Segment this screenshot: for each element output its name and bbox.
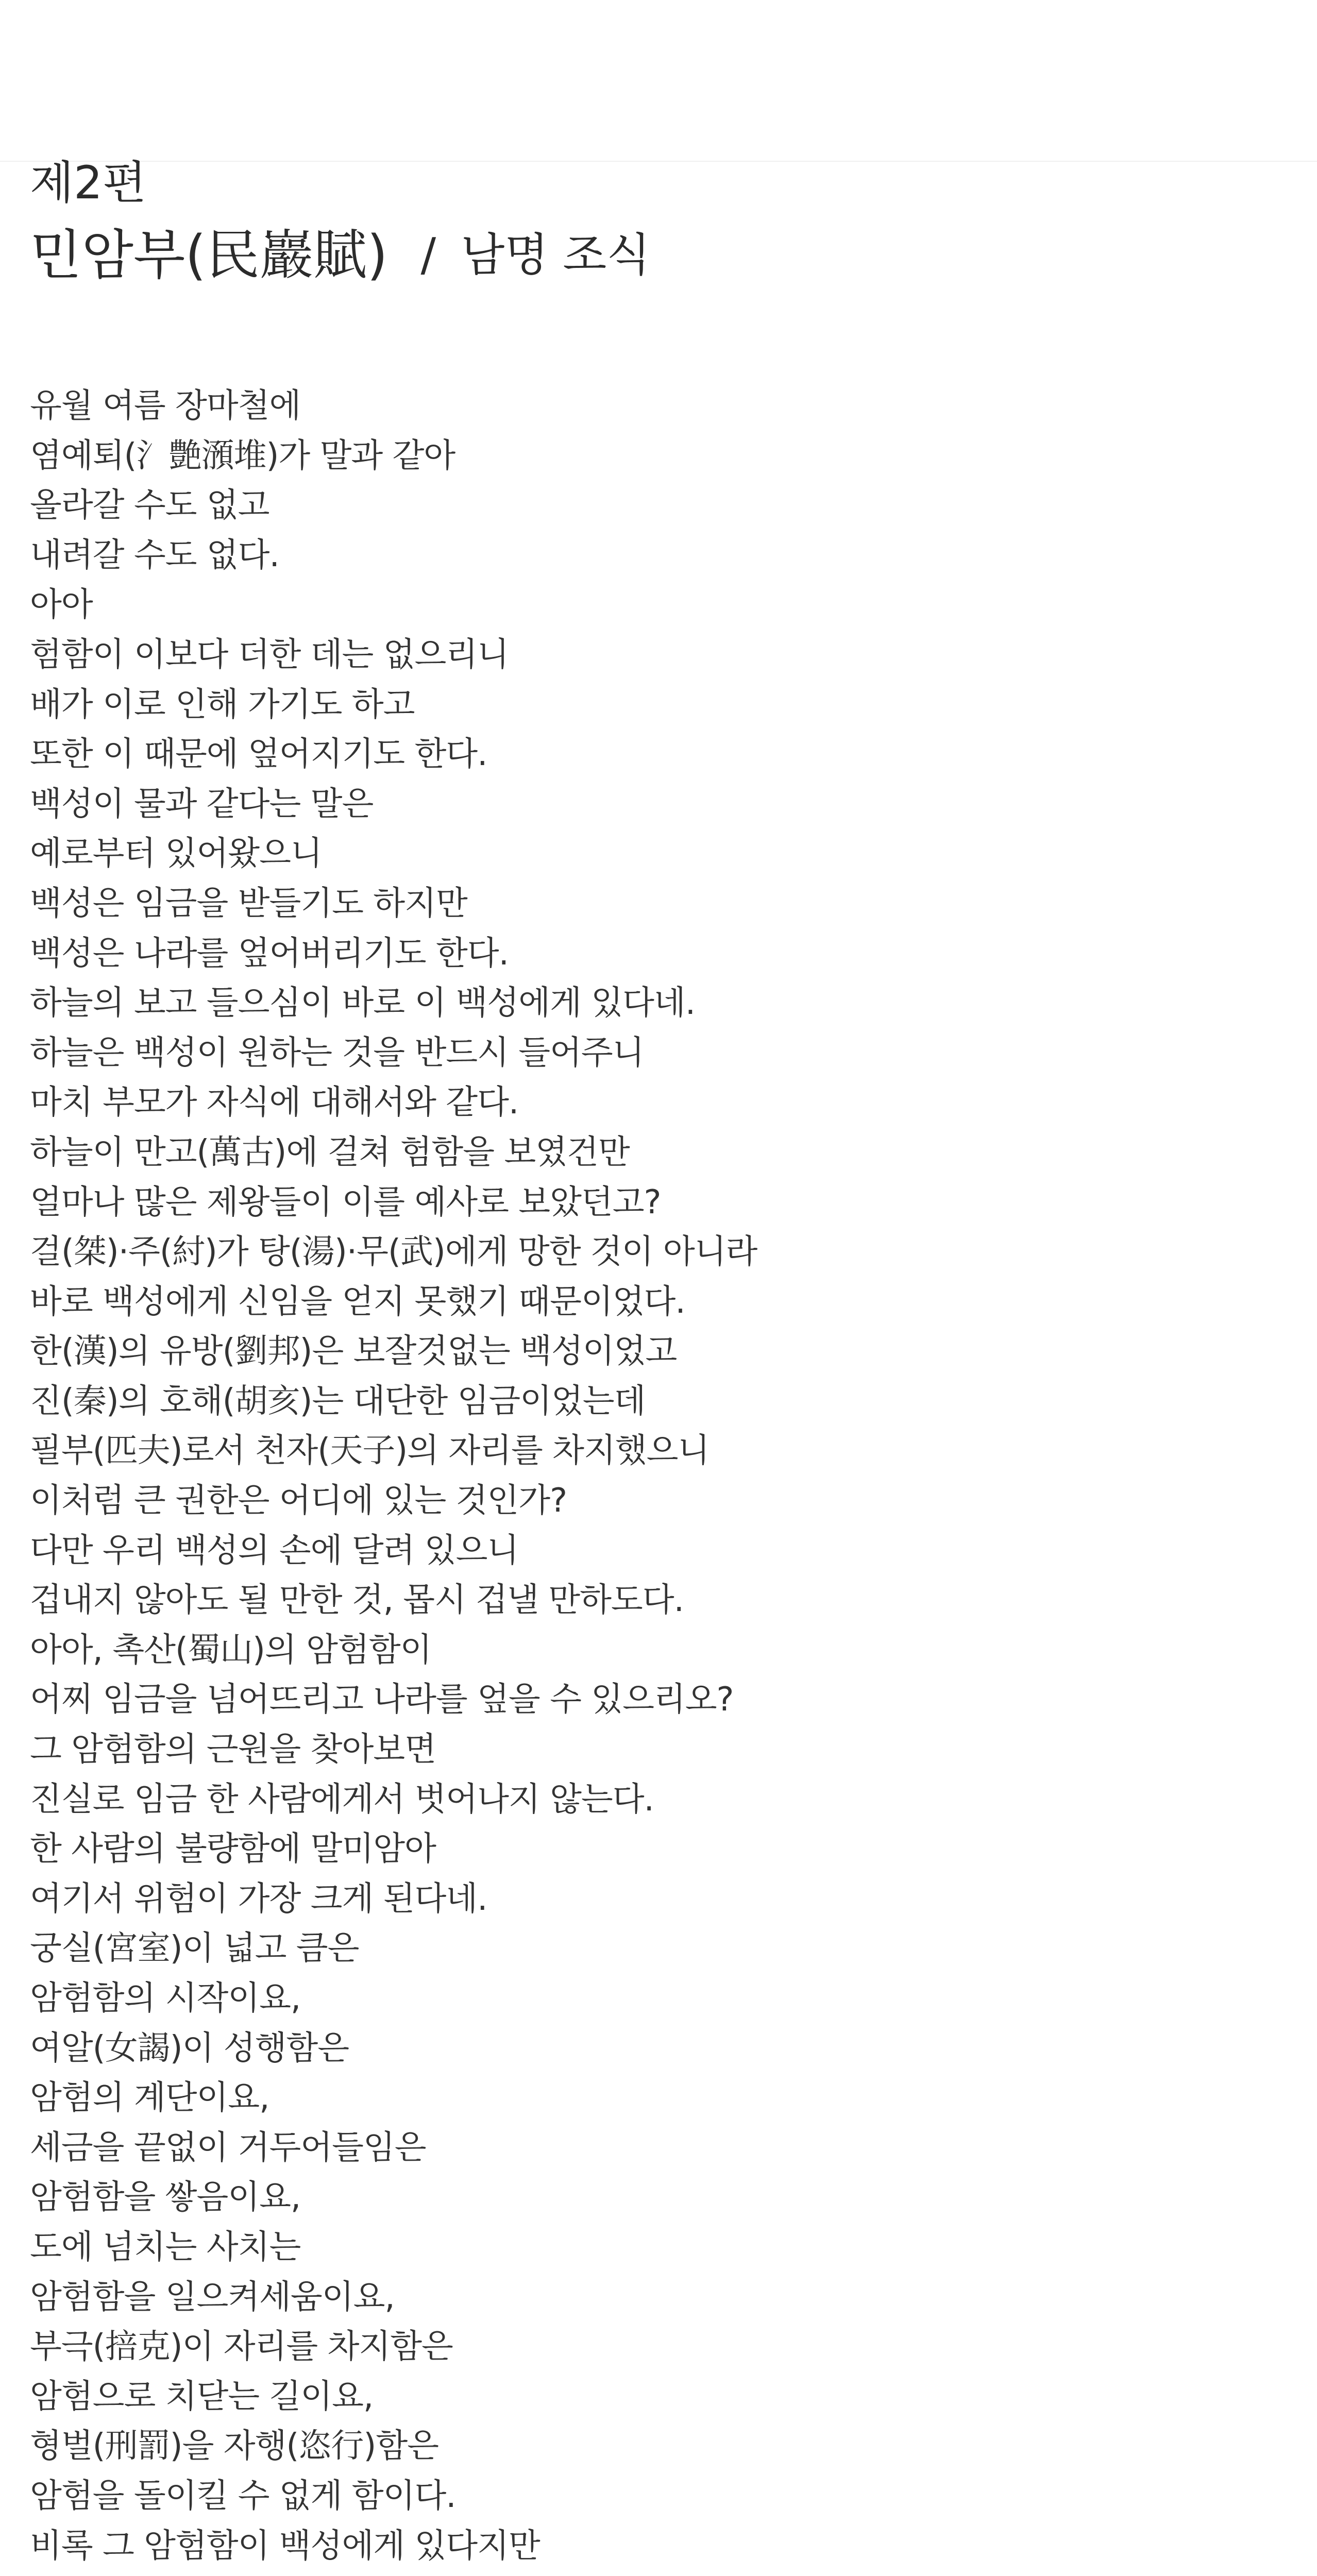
chapter-label: 제2편 xyxy=(30,156,147,209)
poem-line: 여기서 위험이 가장 크게 된다네. xyxy=(30,1879,487,1918)
poem-line: 백성은 나라를 엎어버리기도 한다. xyxy=(30,934,509,973)
poem-line: 겁내지 않아도 될 만한 것, 몹시 겁낼 만하도다. xyxy=(30,1581,684,1620)
poem-line: 백성은 임금을 받들기도 하지만 xyxy=(30,884,467,923)
poem-line: 험함이 이보다 더한 데는 없으리니 xyxy=(30,635,509,674)
poem-line: 이처럼 큰 권한은 어디에 있는 것인가? xyxy=(30,1482,567,1520)
poem-line: 아아, 촉산(蜀山)의 암험함이 xyxy=(30,1631,432,1669)
poem-line: 또한 이 때문에 엎어지기도 한다. xyxy=(30,735,487,774)
page-title-row xyxy=(30,216,1267,294)
poem-line: 유월 여름 장마철에 xyxy=(30,387,301,425)
article xyxy=(30,149,1267,2576)
poem-line: 걸(桀)·주(紂)가 탕(湯)·무(武)에게 망한 것이 아니라 xyxy=(30,1233,757,1272)
poem-line: 얼마나 많은 제왕들이 이를 예사로 보았던고? xyxy=(30,1183,661,1222)
poem-line: 다만 우리 백성의 손에 달려 있으니 xyxy=(30,1531,519,1570)
poem-line: 암험을 돌이킬 수 없게 함이다. xyxy=(30,2477,456,2515)
poem-line: 마치 부모가 자식에 대해서와 같다. xyxy=(30,1083,519,1122)
author-name: 남명 조식 xyxy=(461,228,651,281)
title-separator: / xyxy=(420,228,436,281)
poem-line: 아아 xyxy=(30,586,93,624)
poem-line: 한 사람의 불량함에 말미암아 xyxy=(30,1830,436,1869)
poem-line: 필부(匹夫)로서 천자(天子)의 자리를 차지했으니 xyxy=(30,1432,710,1470)
poem-line: 바로 백성에게 신임을 얻지 못했기 때문이었다. xyxy=(30,1282,685,1321)
poem-body xyxy=(30,381,1267,2576)
poem-line: 암험함을 일으켜세움이요, xyxy=(30,2278,395,2316)
poem-line: 형벌(刑罰)을 자행(恣行)함은 xyxy=(30,2427,438,2466)
poem-line: 한(漢)의 유방(劉邦)은 보잘것없는 백성이었고 xyxy=(30,1332,677,1371)
poem-line: 그 암험함의 근원을 찾아보면 xyxy=(30,1731,436,1769)
poem-line: 도에 넘치는 사치는 xyxy=(30,2228,301,2266)
poem-line: 백성이 물과 같다는 말은 xyxy=(30,785,374,823)
poem-line: 올라갈 수도 없고 xyxy=(30,486,269,525)
poem-line: 염예퇴(氵艶澦堆)가 말과 같아 xyxy=(30,436,455,475)
poem-line: 진(秦)의 호해(胡亥)는 대단한 임금이었는데 xyxy=(30,1382,646,1420)
poem-line: 예로부터 있어왔으니 xyxy=(30,835,322,873)
poem-line: 암험함을 쌓음이요, xyxy=(30,2178,301,2217)
poem-line: 내려갈 수도 없다. xyxy=(30,536,279,574)
poem-line: 부극(掊克)이 자리를 차지함은 xyxy=(30,2328,453,2366)
poem-line: 세금을 끝없이 거두어들임은 xyxy=(30,2128,426,2167)
poem-line: 배가 이로 인해 가기도 하고 xyxy=(30,685,415,724)
poem-line: 암험함의 시작이요, xyxy=(30,1979,301,2018)
poem-line: 궁실(宮室)이 넓고 큼은 xyxy=(30,1929,359,1968)
poem-line: 하늘이 만고(萬古)에 걸쳐 험함을 보였건만 xyxy=(30,1133,630,1172)
poem-line: 하늘의 보고 들으심이 바로 이 백성에게 있다네. xyxy=(30,984,696,1023)
poem-line: 여알(女謁)이 성행함은 xyxy=(30,2029,349,2067)
poem-line: 암험의 계단이요, xyxy=(30,2079,269,2117)
poem-line: 진실로 임금 한 사람에게서 벗어나지 않는다. xyxy=(30,1780,654,1819)
poem-line xyxy=(30,2571,1267,2576)
poem-line: 비록 그 암험함이 백성에게 있다지만 xyxy=(30,2527,540,2565)
poem-line: 암험으로 치닫는 길이요, xyxy=(30,2377,374,2416)
poem-line: 하늘은 백성이 원하는 것을 반드시 들어주니 xyxy=(30,1033,644,1072)
poem-line: 어찌 임금을 넘어뜨리고 나라를 엎을 수 있으리오? xyxy=(30,1681,734,1719)
page-title: 민암부(民巖賦) xyxy=(30,224,388,286)
